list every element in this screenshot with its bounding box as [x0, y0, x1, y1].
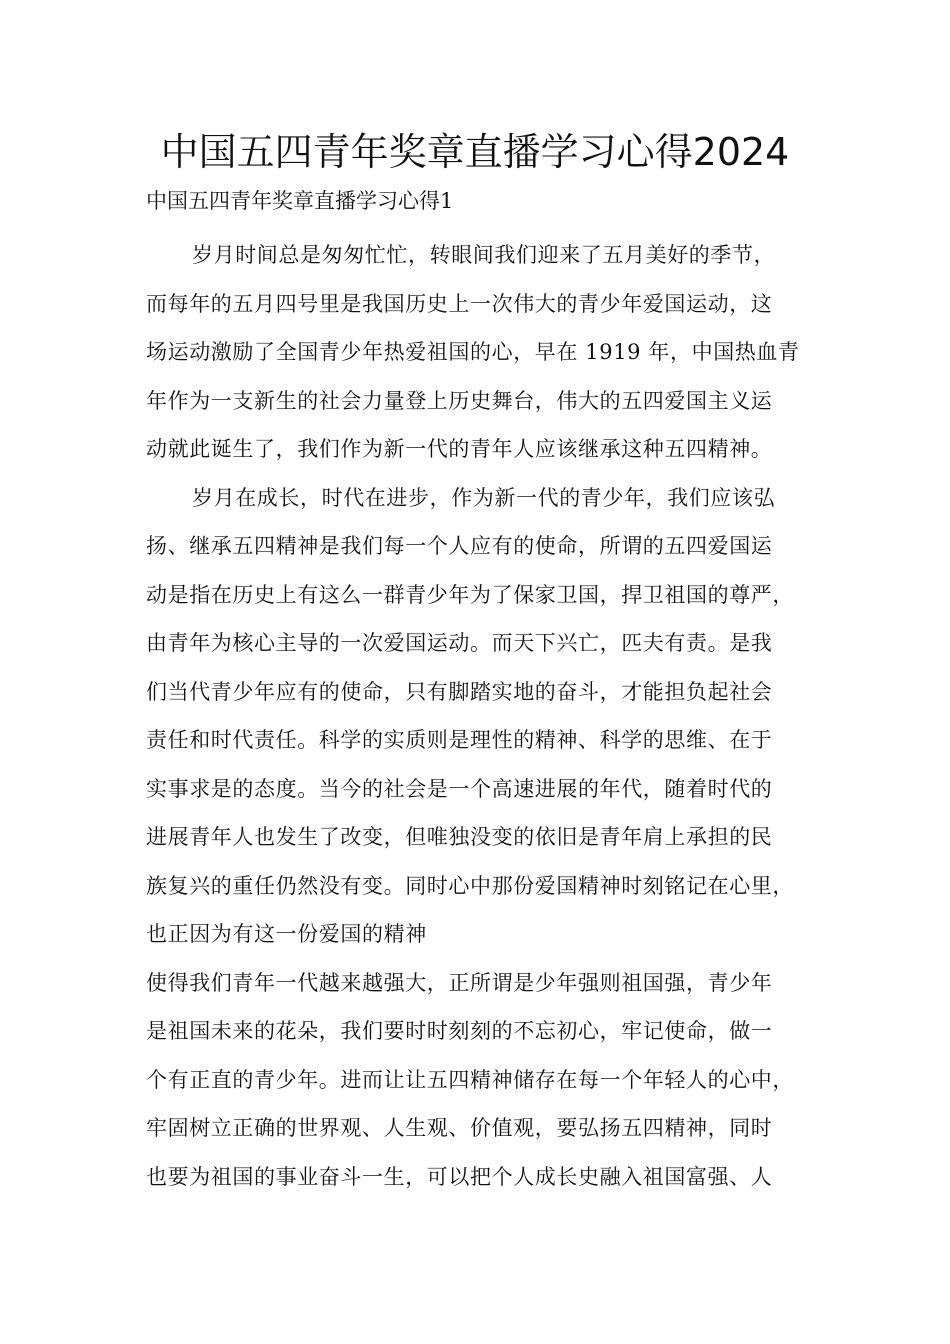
text-line: 也要为祖国的事业奋斗一生，可以把个人成长史融入祖国富强、人 [146, 1164, 773, 1189]
text-line: 是祖国未来的花朵，我们要时时刻刻的不忘初心，牢记使命，做一 [146, 1019, 773, 1043]
text-line: 也正因为有这一份爱国的精神 [146, 922, 427, 946]
text-line: 岁月在成长，时代在进步，作为新一代的青少年，我们应该弘 [192, 485, 776, 510]
text-line: 岁月时间总是匆匆忙忙，转眼间我们迎来了五月美好的季节， [192, 243, 776, 267]
text-line: 们当代青少年应有的使命，只有脚踏实地的奋斗，才能担负起社会 [146, 679, 773, 704]
document-title: 中国五四青年奖章直播学习心得2024 [160, 130, 790, 174]
text-line: 由青年为核心主导的一次爱国运动。而天下兴亡，匹夫有责。是我 [146, 631, 773, 655]
text-line: 进展青年人也发生了改变，但唯独没变的依旧是青年肩上承担的民 [146, 825, 773, 849]
section-heading: 中国五四青年奖章直播学习心得1 [146, 189, 454, 213]
body-text [146, 231, 826, 1201]
text-line: 实事求是的态度。当今的社会是一个高速进展的年代，随着时代的 [146, 776, 773, 801]
text-line: 年作为一支新生的社会力量登上历史舞台，伟大的五四爱国主义运 [146, 388, 773, 413]
text-line: 使得我们青年一代越来越强大，正所谓是少年强则祖国强，青少年 [146, 970, 773, 995]
text-line: 动是指在历史上有这么一群青少年为了保家卫国，捍卫祖国的尊严， [146, 582, 794, 607]
text-line: 扬、继承五四精神是我们每一个人应有的使命，所谓的五四爱国运 [146, 534, 773, 558]
text-line: 责任和时代责任。科学的实质则是理性的精神、科学的思维、在于 [146, 728, 773, 752]
text-line: 场运动激励了全国青少年热爱祖国的心，早在 1919 年，中国热血青 [146, 340, 800, 364]
text-line: 个有正直的青少年。进而让让五四精神储存在每一个年轻人的心中， [146, 1067, 794, 1092]
text-line: 族复兴的重任仍然没有变。同时心中那份爱国精神时刻铭记在心里， [146, 873, 794, 898]
text-line: 动就此诞生了，我们作为新一代的青年人应该继承这种五四精神。 [146, 437, 773, 461]
text-line: 牢固树立正确的世界观、人生观、价值观，要弘扬五四精神，同时 [146, 1116, 773, 1140]
text-line: 而每年的五月四号里是我国历史上一次伟大的青少年爱国运动，这 [146, 291, 773, 316]
